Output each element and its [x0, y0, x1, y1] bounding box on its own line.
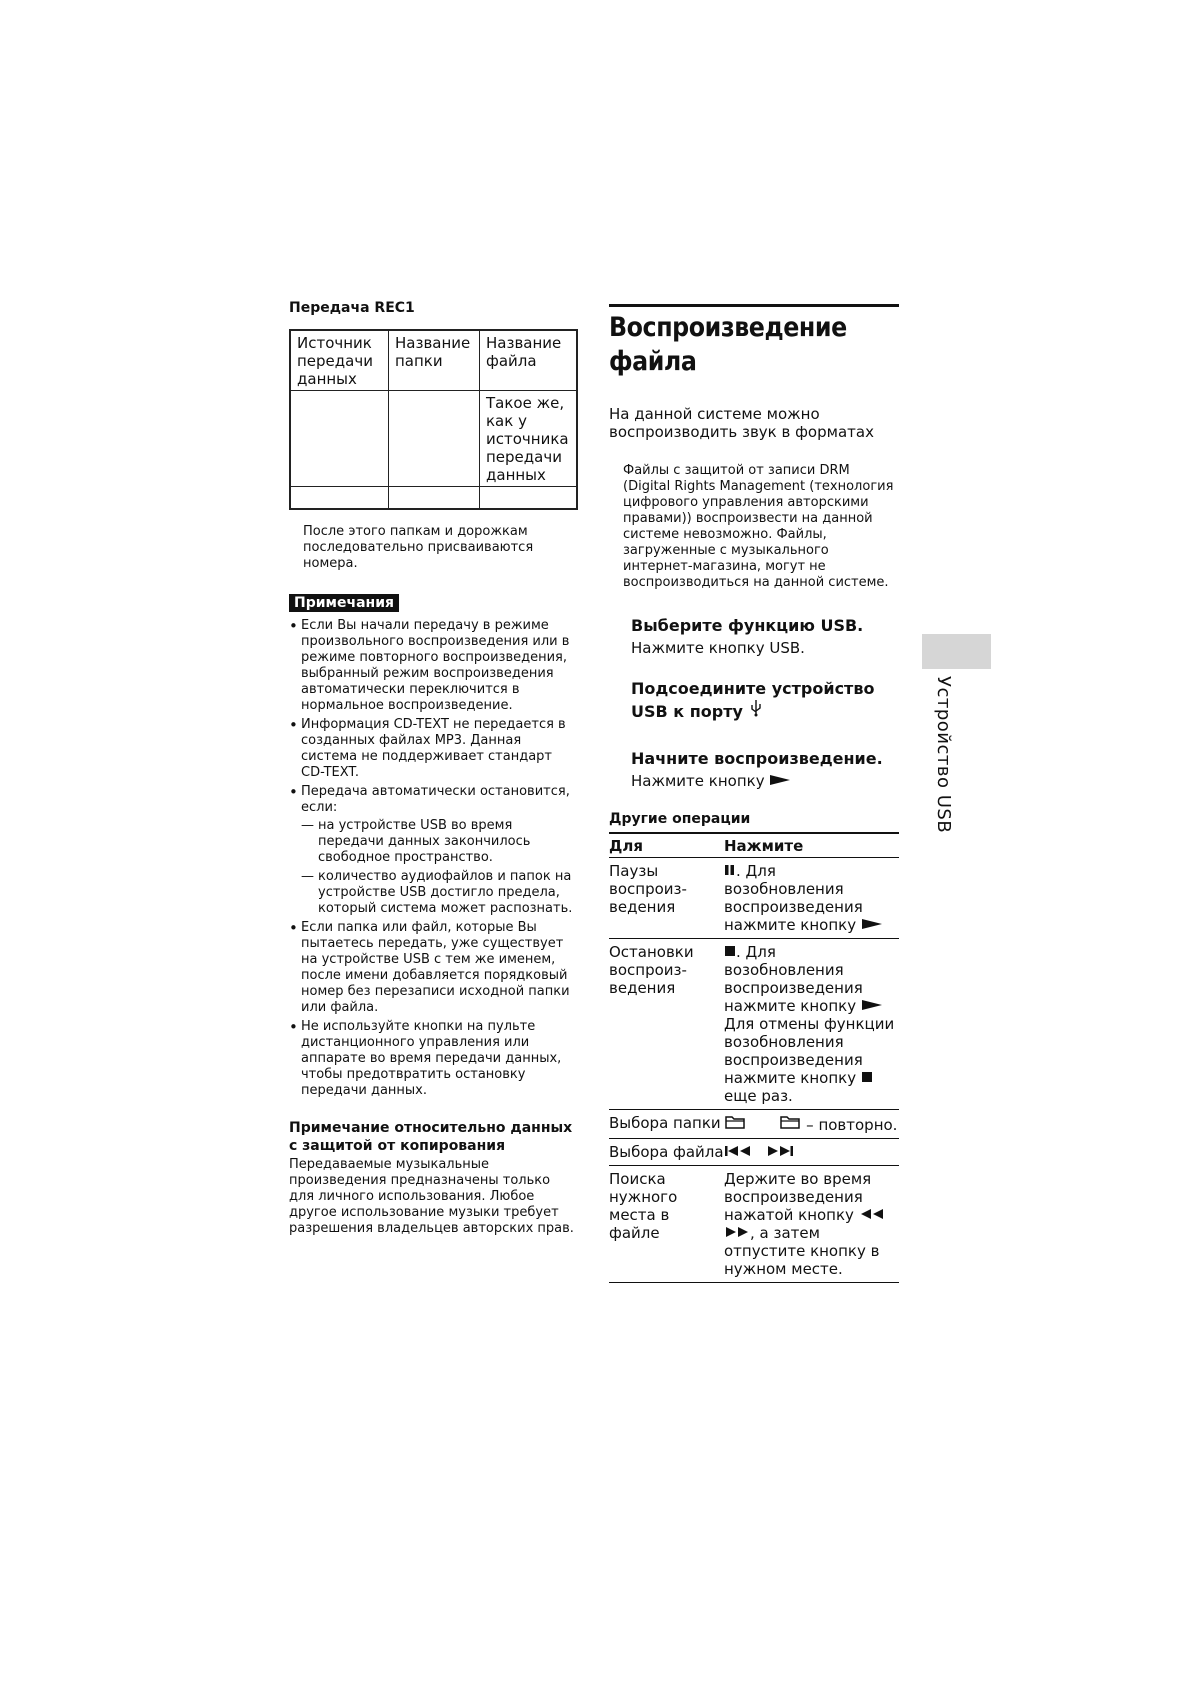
rec-header-source: Источник передачи данных — [290, 330, 389, 391]
table-row — [609, 1166, 899, 1283]
step-3 — [631, 748, 899, 791]
step-2-title — [631, 678, 899, 722]
ops-for: Выбора файла — [609, 1139, 724, 1166]
note-item: • Не используйте кнопки на пульте дистанционного управления или аппарате во время передачи данных, чтобы предотвратить остановку передачи данных. — [289, 1019, 577, 1099]
table-row — [609, 1110, 899, 1139]
ops-press-text: Держите во время воспроизведения нажатой кнопку — [724, 1170, 872, 1224]
step-3-text: Нажмите кнопку — [631, 772, 765, 790]
rec-header-file: Название файла — [480, 330, 578, 391]
step-3-desc — [631, 772, 899, 791]
ops-for: Паузы воспроиз-ведения — [609, 858, 724, 939]
ops-press-text: , а затем отпустите кнопку в нужном месте. — [724, 1224, 880, 1278]
rec-cell — [389, 391, 480, 487]
play-icon — [861, 916, 883, 934]
next-track-icon — [766, 1143, 794, 1161]
play-icon — [861, 997, 883, 1015]
ops-press — [724, 858, 899, 939]
left-column — [289, 300, 577, 1237]
rec-cell — [290, 487, 389, 509]
rec-cell — [290, 391, 389, 487]
rec-transfer-title: Передача REC1 — [289, 300, 415, 316]
note-subitem: — на устройстве USB во время передачи данных закончилось свободное пространство. — [301, 818, 577, 866]
table-row — [609, 1139, 899, 1166]
stop-icon — [724, 943, 736, 961]
intro-text: На данной системе можно воспроизводить звук в форматах — [609, 405, 874, 441]
section-title-line2: файла — [609, 346, 697, 377]
notes-badge: Примечания — [289, 594, 399, 612]
ops-press-text: – повторно. — [806, 1116, 898, 1134]
ops-press-text: еще раз. — [724, 1087, 793, 1105]
copy-protection-body: Передаваемые музыкальные произведения предназначены только для личного использования. Любое другое использование музыки требует разрешения владельцев авторских прав. — [289, 1156, 574, 1236]
step-2 — [631, 678, 899, 722]
step-1-desc: Нажмите кнопку USB. — [631, 639, 805, 657]
ops-header-press: Нажмите — [724, 833, 899, 858]
rec-cell-same-as-source: Такое же, как у источника передачи данных — [480, 391, 578, 487]
rec-table — [289, 329, 578, 510]
folder-icon — [779, 1114, 801, 1134]
side-tab-label: Устройство USB — [933, 676, 954, 834]
ops-press-text: . Для возобновления воспроизведения нажмите кнопку — [724, 943, 863, 1015]
ops-press — [724, 1166, 899, 1283]
operations-table — [609, 832, 899, 1283]
rec-cell — [480, 487, 578, 509]
note-item: • Если Вы начали передачу в режиме произвольного воспроизведения или в режиме повторного воспроизведения, выбранный режим воспроизведения автоматически переключится в нормальное воспроизведение. — [289, 618, 577, 714]
table-row — [609, 858, 899, 939]
pause-icon — [724, 862, 736, 880]
step-1-title: Выберите функцию USB. — [631, 616, 864, 635]
step-3-title: Начните воспроизведение. — [631, 749, 883, 768]
section-heading — [609, 304, 899, 379]
after-transfer-text: После этого папкам и дорожкам последовательно присваиваются номера. — [303, 523, 534, 571]
ops-header-for: Для — [609, 833, 724, 858]
side-tab-marker — [922, 634, 991, 669]
note-text: Передача автоматически остановится, если: — [301, 783, 570, 815]
usb-icon — [749, 699, 763, 722]
folder-icon — [724, 1114, 746, 1134]
note-item: • Информация CD-TEXT не передается в созданных файлах MP3. Данная система не поддерживает стандарт CD-TEXT. — [289, 717, 577, 781]
ops-press — [724, 1139, 899, 1166]
stop-icon — [861, 1069, 873, 1087]
ops-press — [724, 939, 899, 1110]
section-title-line1: Воспроизведение — [609, 312, 847, 343]
ops-for: Выбора папки — [609, 1110, 724, 1139]
note-item — [289, 784, 577, 917]
right-column — [609, 304, 899, 1283]
ops-for: Поиска нужного места в файле — [609, 1166, 724, 1283]
rec-cell — [389, 487, 480, 509]
note-item: • Если папка или файл, которые Вы пытаетесь передать, уже существует на устройстве USB с тем же именем, после имени добавляется порядковый номер без перезаписи исходной папки или файла. — [289, 920, 577, 1016]
copy-protection-title: Примечание относительно данных с защитой от копирования — [289, 1119, 573, 1154]
play-icon — [769, 772, 791, 791]
other-operations-title: Другие операции — [609, 811, 751, 827]
note-sublist — [301, 818, 577, 917]
fast-forward-icon — [724, 1224, 750, 1242]
ops-press-text: . Для возобновления воспроизведения нажмите кнопку — [724, 862, 863, 934]
rewind-icon — [859, 1206, 885, 1224]
step-2-text: Подсоедините устройство USB к порту — [631, 679, 875, 721]
ops-press — [724, 1110, 899, 1139]
drm-note: Файлы с защитой от записи DRM (Digital Rights Management (технология цифрового управления авторскими правами)) воспроизвести на данной системе невозможно. Файлы, загруженные с музыкального интернет-магазина, могут не воспроизводиться на данной системе. — [623, 463, 894, 590]
note-subitem: — количество аудиофайлов и папок на устройстве USB достигло предела, который система может распознать. — [301, 869, 577, 917]
ops-press-text: Для отмены функции возобновления воспроизведения нажмите кнопку — [724, 1015, 895, 1087]
rec-header-folder: Название папки — [389, 330, 480, 391]
step-1 — [631, 615, 899, 658]
notes-list — [289, 618, 577, 1099]
prev-track-icon — [724, 1143, 752, 1161]
ops-for: Остановки воспроиз-ведения — [609, 939, 724, 1110]
table-row — [609, 939, 899, 1110]
